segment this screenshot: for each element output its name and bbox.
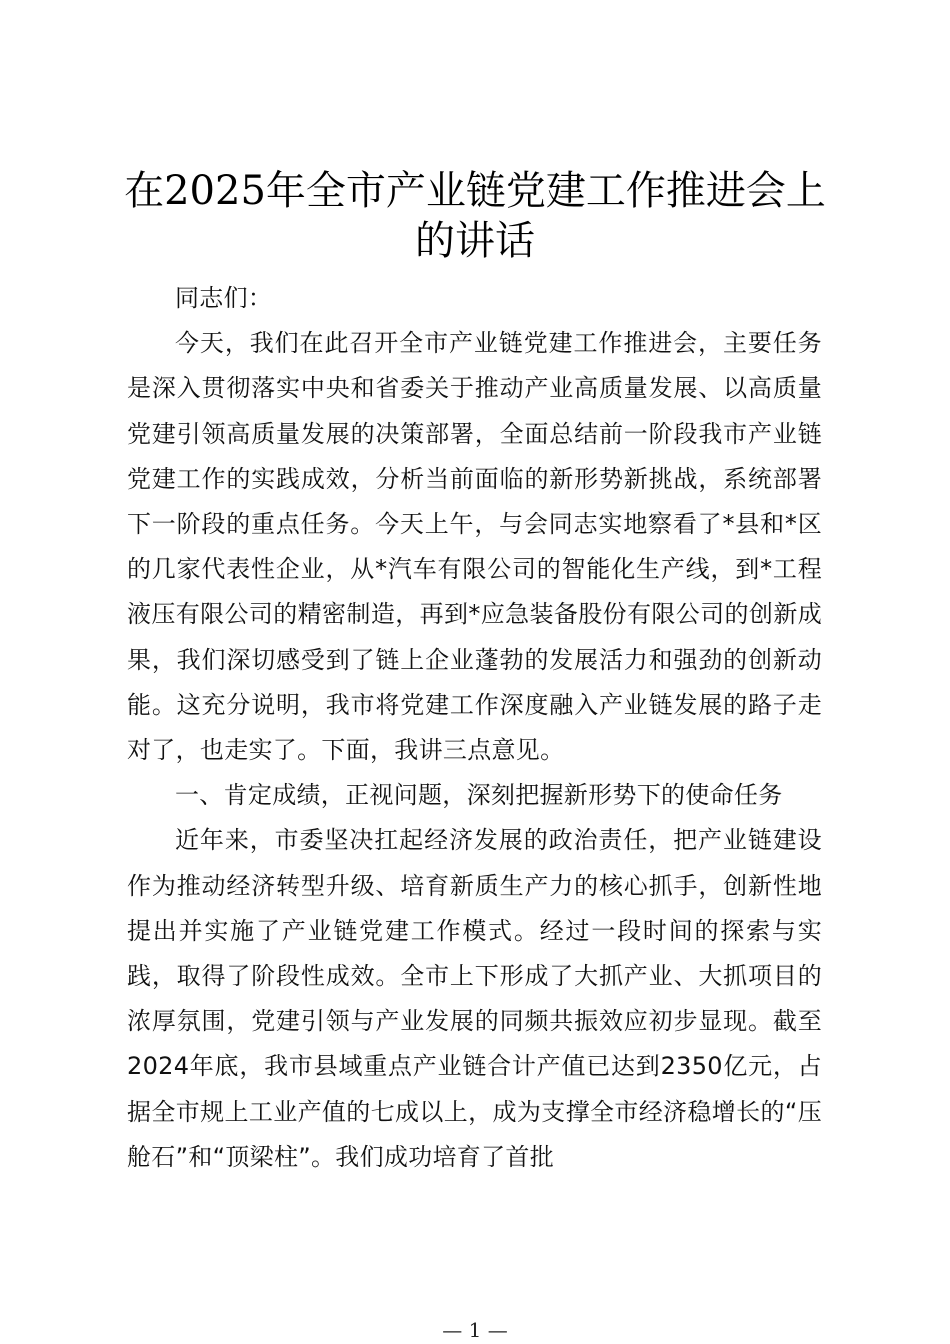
paragraph-intro: 今天，我们在此召开全市产业链党建工作推进会，主要任务是深入贯彻落实中央和省委关于推动产业高质量发展、以高质量党建引领高质量发展的决策部署，全面总结前一阶段我市产业链党建工作的实践成效，分析当前面临的新形势新挑战，系统部署下一阶段的重点任务。今天上午，与会同志实地察看了*县和*区的几家代表性企业，从*汽车有限公司的智能化生产线，到*工程液压有限公司的精密制造，再到*应急装备股份有限公司的创新成果，我们深切感受到了链上企业蓬勃的发展活力和强劲的创新动能。这充分说明，我市将党建工作深度融入产业链发展的路子走对了，也走实了。下面，我讲三点意见。: [127, 329, 822, 765]
section-heading-1: 一、肯定成绩，正视问题，深刻把握新形势下的使命任务: [175, 781, 783, 810]
page-number: — 1 —: [442, 1318, 508, 1342]
paragraph-achievements: 近年来，市委坚决扛起经济发展的政治责任，把产业链建设作为推动经济转型升级、培育新质生产力的核心抓手，创新性地提出并实施了产业链党建工作模式。经过一段时间的探索与实践，取得了阶段性成效。全市上下形成了大抓产业、大抓项目的浓厚氛围，党建引领与产业发展的同频共振效应初步显现。截至2024年底，我市县域重点产业链合计产值已达到2350亿元，占据全市规上工业产值的七成以上，成为支撑全市经济稳增长的“压舱石”和“顶梁柱”。我们成功培育了首批: [127, 826, 822, 1171]
salutation: 同志们：: [175, 284, 273, 312]
document-body: [127, 276, 822, 1180]
document-title: 在2025年全市产业链党建工作推进会上的讲话: [124, 168, 826, 264]
